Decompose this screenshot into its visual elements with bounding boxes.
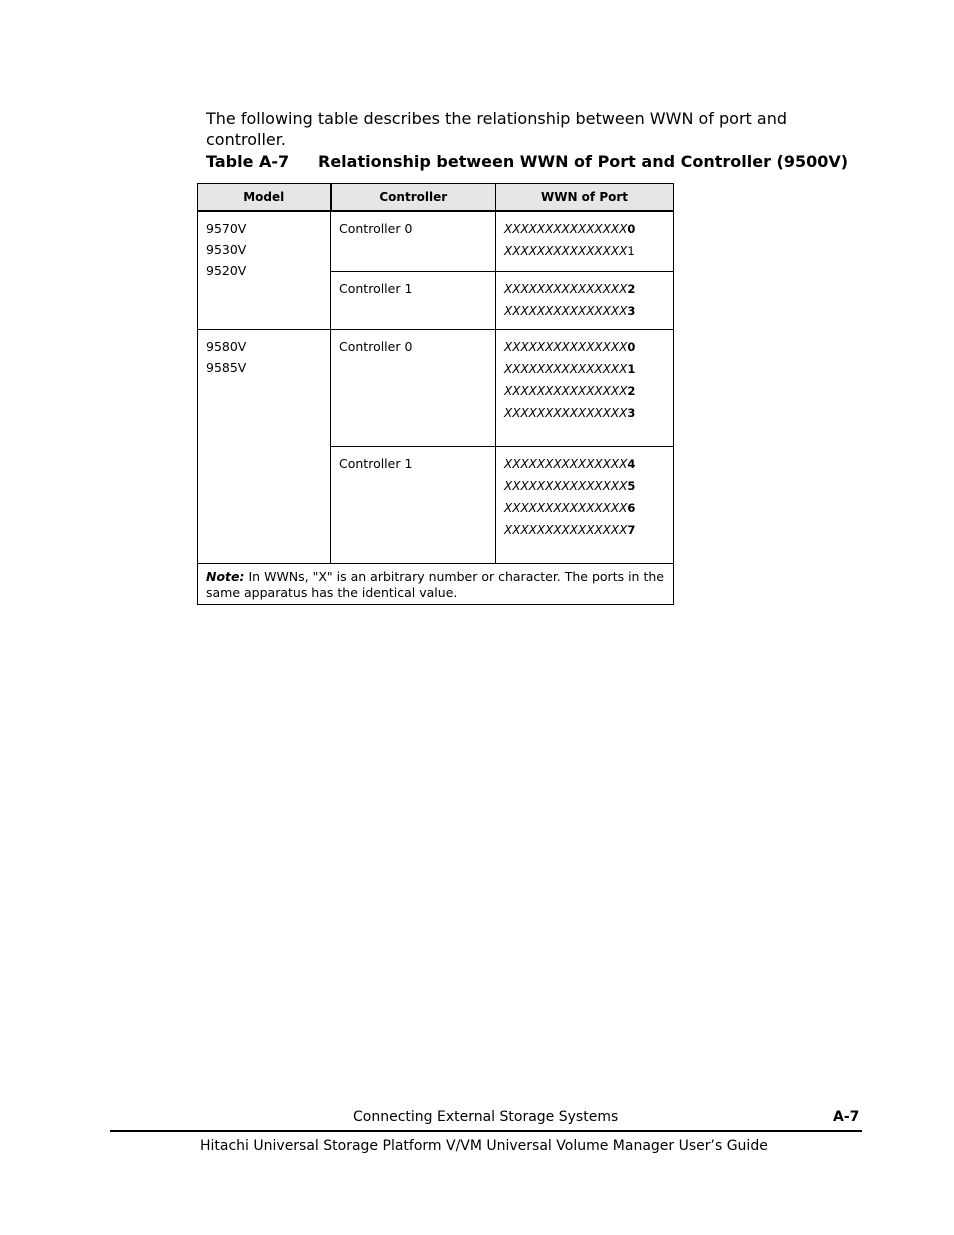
wwn-value: XXXXXXXXXXXXXXX3 [504, 406, 636, 420]
wwn-cell [496, 447, 674, 564]
header-wwn: WWN of Port [496, 184, 674, 212]
controller-cell: Controller 1 [331, 447, 496, 564]
wwn-value: XXXXXXXXXXXXXXX7 [504, 523, 636, 537]
note-text: In WWNs, "X" is an arbitrary number or character. The ports in the same apparatus has the identical value. [206, 569, 664, 600]
wwn-value: XXXXXXXXXXXXXXX1 [504, 362, 636, 376]
table-note [198, 564, 674, 605]
intro-paragraph: The following table describes the relationship between WWN of port and controller. [206, 109, 787, 149]
wwn-table [197, 183, 674, 605]
wwn-value: XXXXXXXXXXXXXXX0 [504, 340, 636, 354]
table-header-row [198, 184, 674, 212]
model-name: 9520V [206, 263, 247, 278]
wwn-value: XXXXXXXXXXXXXXX2 [504, 384, 636, 398]
wwn-value: XXXXXXXXXXXXXXX6 [504, 501, 636, 515]
model-cell [198, 330, 331, 564]
wwn-cell [496, 211, 674, 272]
controller-cell: Controller 1 [331, 272, 496, 330]
table-caption [206, 152, 886, 171]
table-row [198, 211, 674, 272]
model-name: 9580V [206, 339, 247, 354]
wwn-value: XXXXXXXXXXXXXXX2 [504, 282, 636, 296]
footer-page-number: A-7 [833, 1109, 860, 1125]
model-name: 9530V [206, 242, 247, 257]
header-model: Model [198, 184, 331, 212]
table-title: Relationship between WWN of Port and Controller (9500V) [318, 152, 849, 171]
model-name: 9570V [206, 221, 247, 236]
header-controller: Controller [331, 184, 496, 212]
wwn-value: XXXXXXXXXXXXXXX5 [504, 479, 636, 493]
table-row [198, 330, 674, 447]
footer-section-title: Connecting External Storage Systems [353, 1109, 619, 1125]
footer-divider [110, 1130, 862, 1132]
note-row [198, 564, 674, 605]
model-cell [198, 211, 331, 330]
wwn-value: XXXXXXXXXXXXXXX4 [504, 457, 636, 471]
controller-cell: Controller 0 [331, 330, 496, 447]
table-number: Table A-7 [206, 152, 290, 171]
wwn-cell [496, 272, 674, 330]
controller-cell: Controller 0 [331, 211, 496, 272]
wwn-cell [496, 330, 674, 447]
footer-guide-title: Hitachi Universal Storage Platform V/VM Universal Volume Manager User’s Guide [200, 1138, 768, 1154]
wwn-value: XXXXXXXXXXXXXXX0 [504, 222, 636, 236]
wwn-value: XXXXXXXXXXXXXXX3 [504, 304, 636, 318]
wwn-value: XXXXXXXXXXXXXXX1 [504, 244, 635, 258]
note-label: Note: [206, 569, 245, 584]
model-name: 9585V [206, 360, 247, 375]
